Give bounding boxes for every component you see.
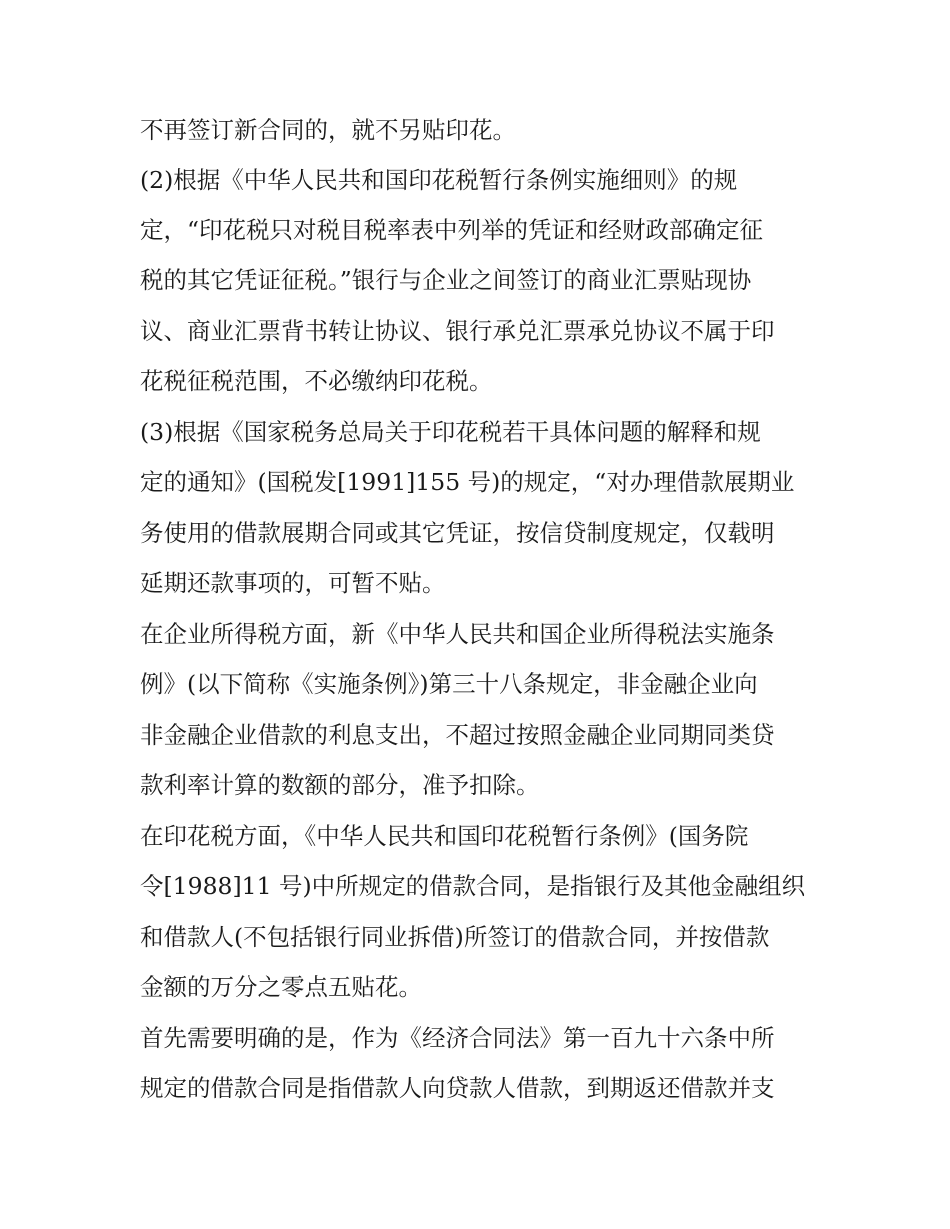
text-line: 规定的借款合同是指借款人向贷款人借款，到期返还借款并支 [140, 1074, 775, 1102]
text-line: 和借款人(不包括银行同业拆借)所签订的借款合同，并按借款 [140, 923, 770, 951]
text-line: 例》(以下简称《实施条例》)第三十八条规定，非金融企业向 [140, 670, 758, 698]
text-line: 非金融企业借款的利息支出，不超过按照金融企业同期同类贷 [140, 721, 775, 749]
text-line: 不再签订新合同的，就不另贴印花。 [140, 116, 516, 144]
text-line: 金额的万分之零点五贴花。 [140, 973, 422, 1001]
text-line: 在印花税方面，《中华人民共和国印花税暂行条例》(国务院 [140, 822, 749, 850]
text-line: (2)根据《中华人民共和国印花税暂行条例实施细则》的规 [140, 166, 738, 194]
text-line: 延期还款事项的，可暂不贴。 [140, 569, 446, 597]
text-line: 花税征税范围，不必缴纳印花税。 [140, 367, 493, 395]
text-line: (3)根据《国家税务总局关于印花税若干具体问题的解释和规 [140, 418, 761, 446]
text-line: 在企业所得税方面，新《中华人民共和国企业所得税法实施条 [140, 620, 775, 648]
text-line: 定，“印花税只对税目税率表中列举的凭证和经财政部确定征 [140, 216, 764, 244]
text-line: 定的通知》(国税发[1991]155 号)的规定，“对办理借款展期业 [140, 468, 795, 496]
text-line: 务使用的借款展期合同或其它凭证，按信贷制度规定，仅载明 [140, 519, 775, 547]
text-line: 令[1988]11 号)中所规定的借款合同，是指银行及其他金融组织 [140, 872, 806, 900]
text-line: 税的其它凭证征税。”银行与企业之间签订的商业汇票贴现协 [140, 266, 752, 294]
text-line: 首先需要明确的是，作为《经济合同法》第一百九十六条中所 [140, 1024, 775, 1052]
text-line: 议、商业汇票背书转让协议、银行承兑汇票承兑协议不属于印 [140, 317, 775, 345]
text-line: 款利率计算的数额的部分，准予扣除。 [140, 771, 540, 799]
